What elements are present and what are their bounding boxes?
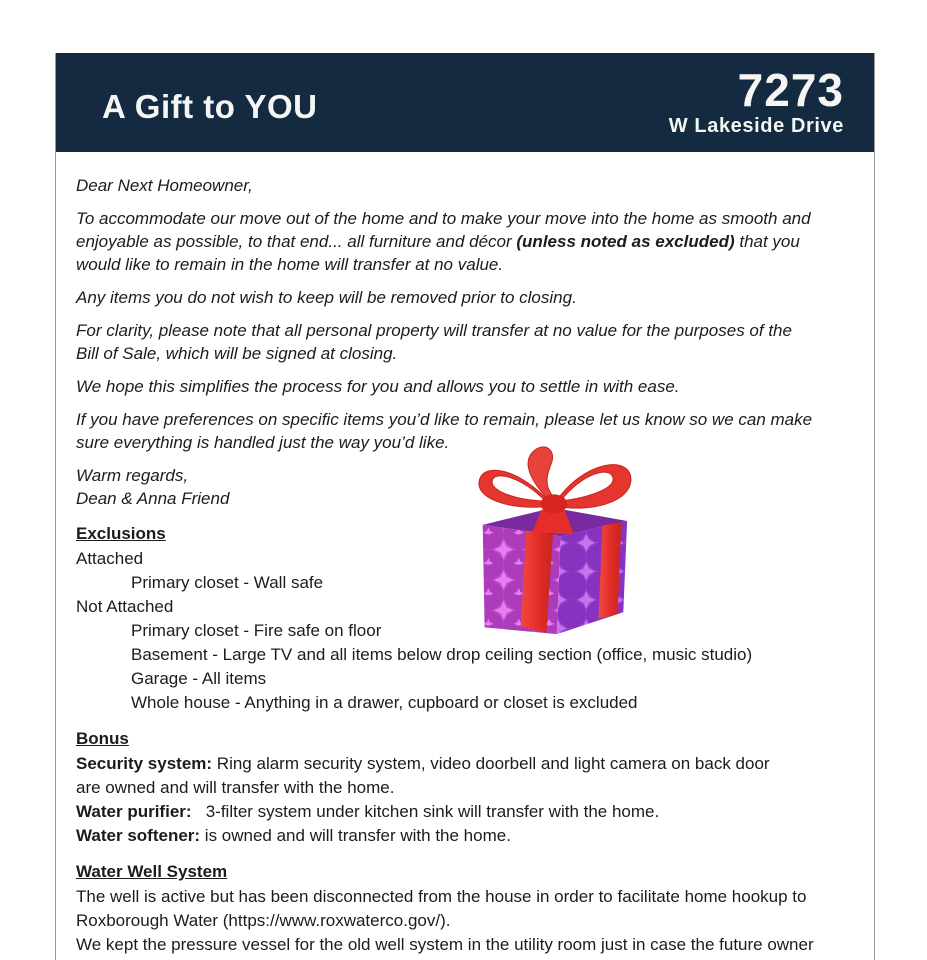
exclusion-item: Primary closet - Wall safe — [131, 573, 324, 592]
header-band — [56, 53, 874, 152]
paragraph-preferences: If you have preferences on specific items you’d like to remain, please let us know so we can make sure everything is handled just the way you’d like. — [76, 410, 813, 452]
section-water-well — [76, 860, 818, 957]
paragraph-segment-bold: (unless noted as excluded) — [516, 232, 735, 251]
signature-block — [76, 464, 818, 510]
exclusion-item: Whole house - Anything in a drawer, cupboard or closet is excluded — [131, 693, 638, 712]
section-exclusions — [76, 522, 818, 715]
exclusion-item: Garage - All items — [131, 669, 267, 688]
paragraph-bill-of-sale: For clarity, please note that all personal property will transfer at no value for the purposes of the Bill of Sale, which will be signed at closing. — [76, 321, 792, 363]
section-bonus — [76, 727, 818, 848]
bonus-item-text: is owned and will transfer with the home. — [200, 826, 511, 845]
bonus-item-label: Security system: — [76, 754, 213, 773]
bonus-item-text: Ring alarm security system, video doorbell and light camera on back door are owned and will transfer with the home. — [76, 754, 813, 797]
salutation: Dear Next Homeowner, — [76, 176, 253, 195]
exclusions-heading: Exclusions — [76, 524, 166, 543]
bonus-item-softener — [76, 824, 818, 848]
exclusion-group-label: Attached — [76, 549, 144, 568]
page-title: A Gift to YOU — [102, 87, 318, 125]
paragraph-removed-items: Any items you do not wish to keep will be removed prior to closing. — [76, 288, 577, 307]
bonus-item-text: 3-filter system under kitchen sink will transfer with the home. — [191, 802, 660, 821]
water-well-line: We kept the pressure vessel for the old well system in the utility room just in case the future owner — [76, 935, 814, 954]
gift-box-icon — [458, 443, 648, 638]
address-number: 7273 — [737, 64, 844, 116]
document-page — [55, 53, 875, 960]
bonus-item-label: Water softener: — [76, 826, 201, 845]
paragraph-segment: that you would like to remain in the home will transfer at no value. — [76, 232, 800, 274]
water-well-heading: Water Well System — [76, 862, 228, 881]
exclusion-item: Basement - Large TV and all items below drop ceiling section (office, music studio) — [131, 645, 753, 664]
bonus-item-purifier — [76, 800, 818, 824]
bonus-item-label: Water purifier: — [76, 802, 192, 821]
closing-line: Warm regards, — [76, 466, 189, 485]
water-well-line: The well is active but has been disconnected from the house in order to facilitate home hookup to Roxborough Water (https://www.roxwaterco.gov/). — [76, 887, 807, 930]
paragraph-segment: To accommodate our move out of the home and to make your move into the home as smooth and enjoyable as possible, to that end... all furniture and décor — [76, 209, 811, 251]
bonus-item-security — [76, 752, 818, 800]
header-address — [668, 64, 844, 138]
paragraph-furniture-transfer — [76, 207, 818, 276]
signature-names: Dean & Anna Friend — [76, 489, 230, 508]
paragraph-simplifies: We hope this simplifies the process for you and allows you to settle in with ease. — [76, 377, 680, 396]
exclusion-group-label: Not Attached — [76, 597, 174, 616]
exclusion-item: Primary closet - Fire safe on floor — [131, 621, 382, 640]
address-street: W Lakeside Drive — [668, 115, 844, 137]
bonus-heading: Bonus — [76, 729, 129, 748]
